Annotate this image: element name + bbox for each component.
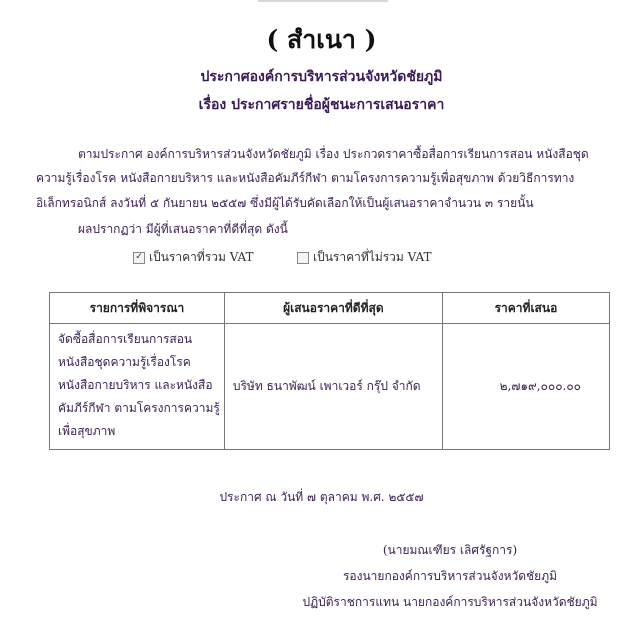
body-line-1: ตามประกาศ องค์การบริหารส่วนจังหวัดชัยภูมิ เรื่อง ประกวดราคาซื้อสื่อการเรียนการสอน หนังสือชุด <box>78 147 589 161</box>
header-item: รายการที่พิจารณา <box>50 293 225 324</box>
announcement-heading: ประกาศองค์การบริหารส่วนจังหวัดชัยภูมิ <box>200 69 443 85</box>
signer-position: รองนายกองค์การบริหารส่วนจังหวัดชัยภูมิ <box>342 569 558 583</box>
item-cell <box>50 324 225 450</box>
vat-excluded-label: เป็นราคาที่ไม่รวม VAT <box>313 250 432 264</box>
signer-acting: ปฏิบัติราชการแทน นายกองค์การบริหารส่วนจังหวัดชัยภูมิ <box>302 595 598 609</box>
bidder-cell: บริษัท ธนาพัฒน์ เพาเวอร์ กรุ๊ป จำกัด <box>224 324 442 450</box>
results-table <box>49 292 610 450</box>
signer-name: (นายมณเฑียร เลิศรัฐการ) <box>382 543 518 557</box>
announcement-date: ประกาศ ณ วันที่ ๗ ตุลาคม พ.ศ. ๒๕๕๗ <box>219 490 424 504</box>
item-line: คัมภีร์กีฬา ตามโครงการความรู้ <box>58 401 220 415</box>
item-line: เพื่อสุขภาพ <box>58 424 116 438</box>
item-line: จัดซื้อสื่อการเรียนการสอน <box>58 332 193 346</box>
header-price: ราคาที่เสนอ <box>442 293 609 324</box>
item-line: หนังสือกายบริหาร และหนังสือ <box>58 378 213 392</box>
vat-included-label: เป็นราคาที่รวม VAT <box>149 250 254 264</box>
price-cell: ๒,๗๑๙,๐๐๐.๐๐ <box>442 324 609 450</box>
vat-included-option[interactable] <box>133 248 254 267</box>
vat-included-checkbox[interactable]: ✓ <box>133 252 145 264</box>
body-line-3: อิเล็กทรอนิกส์ ลงวันที่ ๕ กันยายน ๒๕๕๗ ซึ่งมีผู้ได้รับคัดเลือกให้เป็นผู้เสนอราคาจำนวน ๓ รายนั้น <box>36 196 534 210</box>
body-line-2: ความรู้เรื่องโรค หนังสือกายบริหาร และหนังสือคัมภีร์กีฬา ตามโครงการความรู้เพื่อสุขภาพ ด้วยวิธีการทาง <box>36 171 575 185</box>
announcement-subject: เรื่อง ประกาศรายชื่อผู้ชนะการเสนอราคา <box>198 97 445 113</box>
document-title: ( สำเนา ) <box>266 25 377 54</box>
header-bidder: ผู้เสนอราคาที่ดีที่สุด <box>224 293 442 324</box>
item-line: หนังสือชุดความรู้เรื่องโรค <box>58 355 191 369</box>
vat-excluded-checkbox[interactable] <box>297 252 309 264</box>
table-row <box>50 324 610 450</box>
vat-excluded-option[interactable] <box>297 248 432 267</box>
top-divider <box>258 0 388 2</box>
body-line-4: ผลปรากฏว่า มีผู้ที่เสนอราคาที่ดีที่สุด ดังนี้ <box>78 222 288 236</box>
table-header-row <box>50 293 610 324</box>
